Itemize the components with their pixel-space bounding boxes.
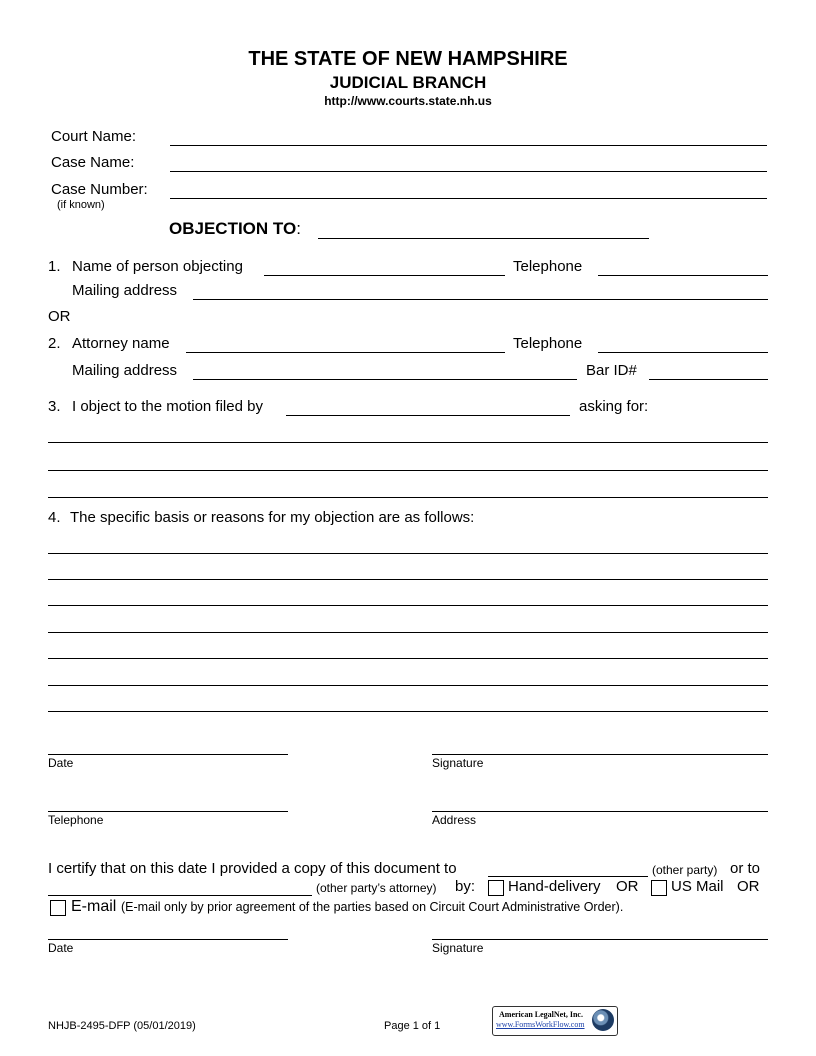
- address-field[interactable]: [432, 811, 768, 812]
- us-mail-checkbox[interactable]: [651, 880, 667, 896]
- item1-telephone-label: Telephone: [513, 258, 583, 275]
- item3-line-2[interactable]: [48, 470, 768, 471]
- item1-name-field[interactable]: [264, 275, 505, 276]
- other-attorney-field[interactable]: [48, 895, 312, 896]
- item3-line-1[interactable]: [48, 442, 768, 443]
- final-date-field[interactable]: [48, 939, 288, 940]
- item3-motion-field[interactable]: [286, 415, 570, 416]
- item2-mailing-label: Mailing address: [72, 362, 178, 379]
- or-label-1: OR: [616, 878, 639, 895]
- item3-motion-label: I object to the motion filed by: [72, 398, 263, 415]
- item2-bar-label: Bar ID#: [586, 362, 637, 379]
- item2-telephone-field[interactable]: [598, 352, 768, 353]
- item1-telephone-field[interactable]: [598, 275, 768, 276]
- item4-line-7[interactable]: [48, 711, 768, 712]
- item4-line-4[interactable]: [48, 632, 768, 633]
- item1-mailing-label: Mailing address: [72, 282, 178, 299]
- page-number: Page 1 of 1: [384, 1020, 441, 1032]
- objection-title-text: OBJECTION TO: [169, 219, 297, 238]
- page-title: THE STATE OF NEW HAMPSHIRE: [248, 48, 568, 70]
- us-mail-label: US Mail: [671, 878, 724, 895]
- globe-icon: [592, 1009, 614, 1031]
- court-name-label: Court Name:: [51, 128, 137, 145]
- logo-url[interactable]: www.FormsWorkFlow.com: [496, 1020, 585, 1029]
- date-field[interactable]: [48, 754, 288, 755]
- item2-number: 2.: [48, 335, 61, 352]
- signature-label: Signature: [432, 756, 484, 770]
- if-known-note: (if known): [57, 199, 105, 211]
- other-party-field[interactable]: [488, 876, 648, 877]
- form-id: NHJB-2495-DFP (05/01/2019): [48, 1020, 196, 1032]
- item4-line-1[interactable]: [48, 553, 768, 554]
- item4-line-3[interactable]: [48, 605, 768, 606]
- telephone-field[interactable]: [48, 811, 288, 812]
- email-note: (E-mail only by prior agreement of the parties based on Circuit Court Administrative Order).: [121, 900, 624, 914]
- by-label: by:: [455, 878, 476, 895]
- item1-name-label: Name of person objecting: [72, 258, 243, 275]
- page-subtitle: JUDICIAL BRANCH: [329, 73, 487, 92]
- item4-basis-label: The specific basis or reasons for my objection are as follows:: [70, 509, 475, 526]
- certify-text: I certify that on this date I provided a copy of this document to: [48, 860, 457, 877]
- item3-asking-label: asking for:: [579, 398, 649, 415]
- objection-to-field[interactable]: [318, 238, 649, 239]
- final-signature-field[interactable]: [432, 939, 768, 940]
- item2-bar-field[interactable]: [649, 379, 768, 380]
- logo-name: American LegalNet, Inc.: [499, 1010, 583, 1019]
- case-name-field[interactable]: [170, 171, 767, 172]
- or-label: OR: [48, 308, 71, 325]
- court-url: http://www.courts.state.nh.us: [324, 94, 492, 108]
- other-party-note: (other party): [652, 863, 718, 877]
- final-date-label: Date: [48, 941, 74, 955]
- email-label: E-mail: [71, 898, 117, 915]
- address-label: Address: [432, 813, 477, 827]
- email-checkbox[interactable]: [50, 900, 66, 916]
- item2-telephone-label: Telephone: [513, 335, 583, 352]
- item2-attorney-label: Attorney name: [72, 335, 170, 352]
- court-name-field[interactable]: [170, 145, 767, 146]
- date-label: Date: [48, 756, 74, 770]
- signature-field[interactable]: [432, 754, 768, 755]
- objection-title: [169, 218, 301, 239]
- or-label-2: OR: [737, 878, 760, 895]
- item4-line-2[interactable]: [48, 579, 768, 580]
- item2-mailing-field[interactable]: [193, 379, 577, 380]
- item1-number: 1.: [48, 258, 61, 275]
- or-to-label: or to: [730, 860, 761, 877]
- legalnet-logo[interactable]: [492, 1006, 618, 1036]
- case-name-label: Case Name:: [51, 154, 135, 171]
- case-number-field[interactable]: [170, 198, 767, 199]
- item4-line-6[interactable]: [48, 685, 768, 686]
- item2-attorney-field[interactable]: [186, 352, 505, 353]
- objection-colon: :: [296, 219, 301, 238]
- hand-delivery-checkbox[interactable]: [488, 880, 504, 896]
- case-number-label: Case Number:: [51, 181, 148, 198]
- final-signature-label: Signature: [432, 941, 484, 955]
- item3-line-3[interactable]: [48, 497, 768, 498]
- item1-mailing-field[interactable]: [193, 299, 768, 300]
- item4-number: 4.: [48, 509, 61, 526]
- other-attorney-note: (other party’s attorney): [316, 881, 437, 895]
- item3-number: 3.: [48, 398, 61, 415]
- telephone-label: Telephone: [48, 813, 104, 827]
- item4-line-5[interactable]: [48, 658, 768, 659]
- hand-delivery-label: Hand-delivery: [508, 878, 601, 895]
